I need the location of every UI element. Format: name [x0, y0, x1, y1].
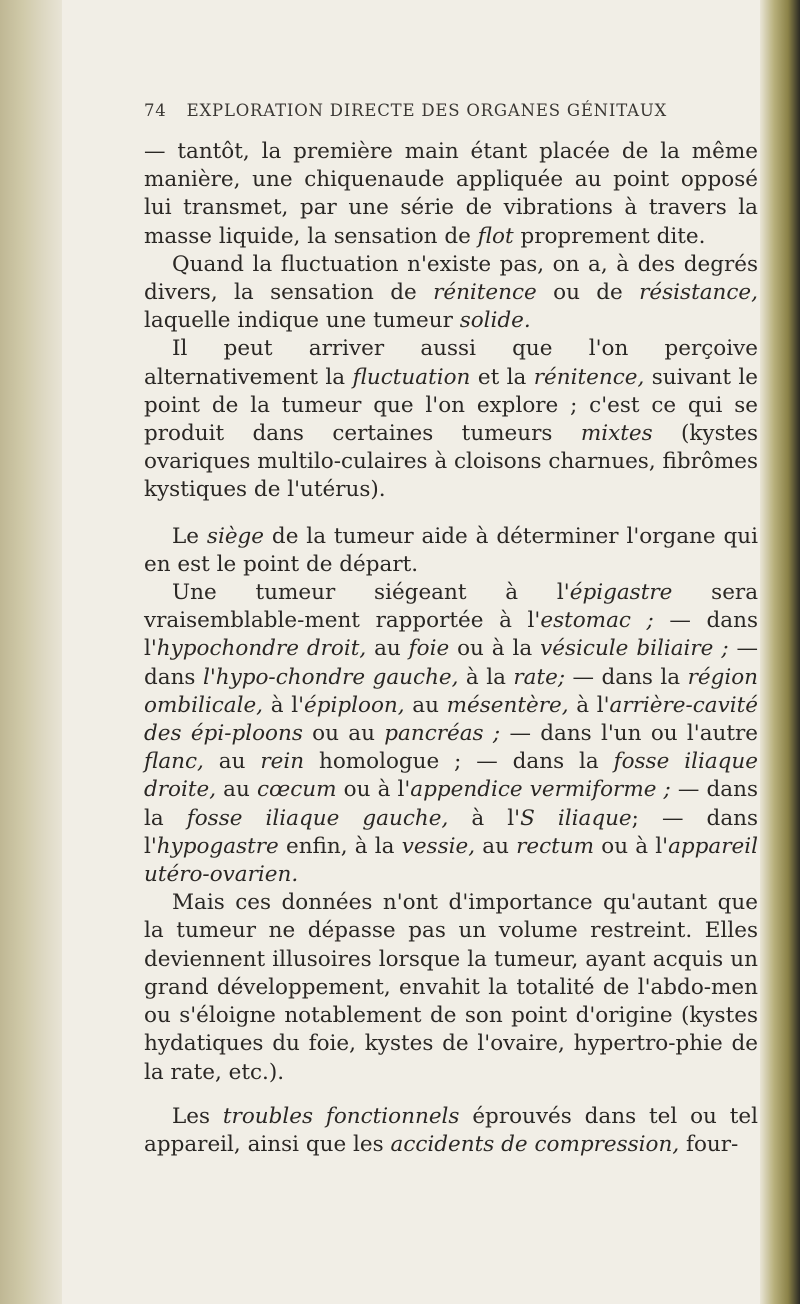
- text-run: au: [404, 692, 447, 718]
- italic-text: vésicule biliaire ;: [540, 636, 729, 662]
- text-run: (kystes ovariques multilo-culaires à cloisons charnues, fibrômes kystiques de l'utérus).: [144, 421, 758, 503]
- text-run: éprouvés dans tel ou tel appareil, ainsi que les: [144, 1103, 758, 1157]
- text-run: four-: [679, 1131, 739, 1157]
- text-run: — dans l'un ou l'autre: [500, 721, 759, 747]
- italic-text: troubles fonctionnels: [222, 1103, 460, 1129]
- italic-text: siège: [206, 523, 265, 549]
- italic-text: fluctuation: [352, 364, 471, 390]
- italic-text: fosse iliaque gauche,: [186, 805, 449, 831]
- text-run: Une tumeur siégeant à l': [172, 580, 570, 606]
- text-run: ou au: [302, 721, 385, 747]
- text-run: au: [203, 749, 261, 775]
- text-run: suivant le point de la tumeur que l'on explore ; c'est ce qui se produit dans certaines tumeurs: [144, 364, 759, 447]
- italic-text: flot: [477, 223, 514, 249]
- italic-text: fosse iliaque droite,: [144, 749, 758, 803]
- paragraph: [144, 1103, 758, 1159]
- running-header: [144, 101, 744, 120]
- italic-text: rectum: [516, 833, 595, 859]
- text-run: homologue ; — dans la: [304, 749, 614, 775]
- text-run: à la: [458, 664, 514, 690]
- text-run: ou à l': [336, 777, 411, 803]
- text-run: — tantôt, la première main étant placée de la même manière, une chiquenaude appliquée au point opposé lui transmet, par une série de vibrations à travers la masse liquide, la sensation de: [144, 139, 758, 249]
- italic-text: cœcum: [256, 777, 337, 803]
- italic-text: rénitence: [433, 280, 537, 306]
- text-run: et la: [470, 364, 534, 390]
- text-run: — dans: [144, 636, 758, 690]
- paragraph: [144, 523, 758, 579]
- italic-text: appendice vermiforme ;: [410, 777, 671, 803]
- italic-text: épiploon,: [304, 692, 405, 718]
- text-run: proprement dite.: [513, 223, 706, 249]
- italic-text: région ombilicale,: [144, 664, 759, 718]
- text-run: sera vraisemblable-ment rapportée à l': [144, 580, 759, 634]
- paragraph: [144, 251, 758, 336]
- page-number: 74: [144, 101, 167, 120]
- text-run: au: [216, 777, 257, 803]
- text-run: à l': [448, 805, 521, 831]
- scan-right-edge: [760, 0, 800, 1304]
- text-run: laquelle indique une tumeur: [144, 308, 460, 334]
- text-run: ou à la: [449, 636, 541, 662]
- text-run: enfin, à la: [278, 833, 402, 859]
- text-run: Il peut arriver aussi que l'on perçoive alternativement la: [144, 336, 758, 390]
- italic-text: solide.: [459, 308, 531, 334]
- text-run: à l': [568, 692, 610, 718]
- paragraph: [144, 579, 758, 889]
- italic-text: estomac ;: [540, 608, 654, 634]
- text-run: ou à l': [594, 833, 669, 859]
- text-run: ou de: [536, 280, 640, 306]
- italic-text: rénitence,: [533, 364, 645, 390]
- italic-text: S iliaque: [520, 805, 632, 831]
- italic-text: rein: [260, 749, 305, 775]
- italic-text: mixtes: [580, 421, 653, 447]
- text-run: Le: [172, 523, 207, 549]
- italic-text: pancréas ;: [384, 721, 501, 747]
- text-run: — dans la: [565, 664, 688, 690]
- paragraph: [144, 335, 758, 504]
- italic-text: mésentère,: [446, 692, 569, 718]
- italic-text: arrière-cavité des épi-ploons: [144, 692, 758, 747]
- running-title: EXPLORATION DIRECTE DES ORGANES GÉNITAUX: [186, 101, 668, 120]
- italic-text: résistance,: [639, 280, 758, 306]
- text-run: Quand la fluctuation n'existe pas, on a, à des degrés divers, la sensation de: [144, 251, 758, 306]
- italic-text: foie: [408, 636, 450, 662]
- text-run: au: [366, 636, 409, 662]
- italic-text: hypogastre: [156, 833, 279, 859]
- text-run: Les: [172, 1103, 223, 1129]
- paragraph: [144, 138, 758, 251]
- text-run: de la tumeur aide à déterminer l'organe qui en est le point de départ.: [144, 523, 758, 577]
- italic-text: rate;: [513, 664, 566, 690]
- text-run: — dans l': [144, 608, 758, 662]
- italic-text: accidents de compression,: [390, 1131, 680, 1157]
- text-run: à l': [263, 692, 304, 718]
- paragraph: [144, 889, 758, 1086]
- text-run: Mais ces données n'ont d'importance qu'autant que la tumeur ne dépasse pas un volume restreint. Elles deviennent illusoires lorsque la tumeur, ayant acquis un grand développement, envahit la totalité de l'abdo-men ou s'éloigne notablement de son point d'origine (kystes hydatiques du foie, kystes de l'ovaire, hypertro-phie de la rate, etc.).: [144, 890, 758, 1085]
- italic-text: hypochondre droit,: [156, 636, 367, 662]
- text-run: au: [475, 833, 517, 859]
- italic-text: flanc,: [144, 749, 204, 775]
- body-text: [144, 138, 758, 1159]
- italic-text: épigastre: [569, 580, 673, 606]
- italic-text: l'hypo-chondre gauche,: [202, 664, 459, 690]
- text-run: — dans la: [144, 777, 758, 831]
- italic-text: vessie,: [401, 833, 476, 859]
- text-run: ; — dans l': [144, 805, 759, 859]
- italic-text: appareil utéro-ovarien.: [144, 833, 758, 888]
- scan-left-margin: [0, 0, 62, 1304]
